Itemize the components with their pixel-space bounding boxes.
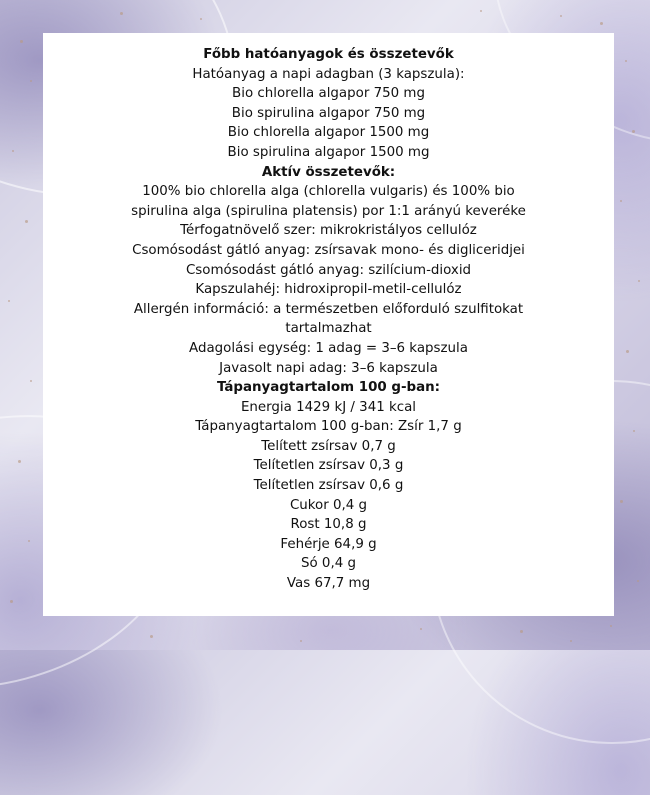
section-heading: Tápanyagtartalom 100 g-ban: [216,380,441,396]
glitter-speck [638,280,640,282]
glitter-speck [420,628,422,630]
text-line: Kapszulahéj: hidroxipropil-metil-cellulóz [195,282,462,298]
glitter-speck [30,380,32,382]
text-line: Térfogatnövelő szer: mikrokristályos cellulóz [180,223,477,239]
text-line: 100% bio chlorella alga (chlorella vulgaris) és 100% bio [142,184,515,200]
glitter-speck [632,130,635,133]
text-line: Telített zsírsav 0,7 g [261,438,396,454]
glitter-speck [30,80,32,82]
text-line: Javasolt napi adag: 3–6 kapszula [219,360,438,376]
text-line: Vas 67,7 mg [286,576,371,592]
glitter-speck [200,18,202,20]
glitter-speck [20,40,23,43]
glitter-speck [620,200,622,202]
glitter-speck [520,630,523,633]
glitter-speck [633,430,635,432]
glitter-speck [625,60,627,62]
text-line: Hatóanyag a napi adagban (3 kapszula): [192,66,465,82]
text-line: Fehérje 64,9 g [280,536,377,552]
ingredients-card [43,33,614,616]
text-line: Telítetlen zsírsav 0,6 g [253,478,404,494]
text-line: Csomósodást gátló anyag: zsírsavak mono- és digliceridjei [132,242,525,258]
glitter-speck [600,22,603,25]
text-line: Energia 1429 kJ / 341 kcal [240,399,417,415]
text-line: Tápanyagtartalom 100 g-ban: Zsír 1,7 g [195,419,462,435]
glitter-speck [10,600,13,603]
glitter-speck [8,300,10,302]
glitter-speck [25,220,28,223]
glitter-speck [620,500,623,503]
glitter-speck [12,150,14,152]
text-line: Allergén információ: a természetben előforduló szulfitokat [133,301,524,317]
text-line: Bio spirulina algapor 1500 mg [227,144,430,160]
text-line: Adagolási egység: 1 adag = 3–6 kapszula [189,340,468,356]
text-line: tartalmazhat [285,321,372,337]
glitter-speck [300,640,302,642]
glitter-speck [28,540,30,542]
text-line: Telítetlen zsírsav 0,3 g [253,458,404,474]
section-heading: Főbb hatóanyagok és összetevők [203,47,454,62]
glitter-speck [480,10,482,12]
glitter-speck [18,460,21,463]
glitter-speck [150,635,153,638]
text-line: Bio chlorella algapor 1500 mg [227,125,430,141]
text-line: Cukor 0,4 g [289,497,368,513]
glitter-speck [626,350,629,353]
text-line: Bio chlorella algapor 750 mg [232,86,425,102]
text-line: Bio spirulina algapor 750 mg [231,105,426,121]
text-line: spirulina alga (spirulina platensis) por 1:1 arányú keveréke [131,203,526,219]
section-heading: Aktív összetevők: [261,164,396,180]
glitter-speck [610,625,612,627]
text-line: Rost 10,8 g [290,517,367,533]
glitter-speck [637,580,639,582]
glitter-speck [570,640,572,642]
ingredients-text [43,45,614,594]
text-line: Csomósodást gátló anyag: szilícium-dioxid [185,262,472,278]
text-line: Só 0,4 g [300,556,356,572]
glitter-speck [120,12,123,15]
glitter-speck [560,15,562,17]
